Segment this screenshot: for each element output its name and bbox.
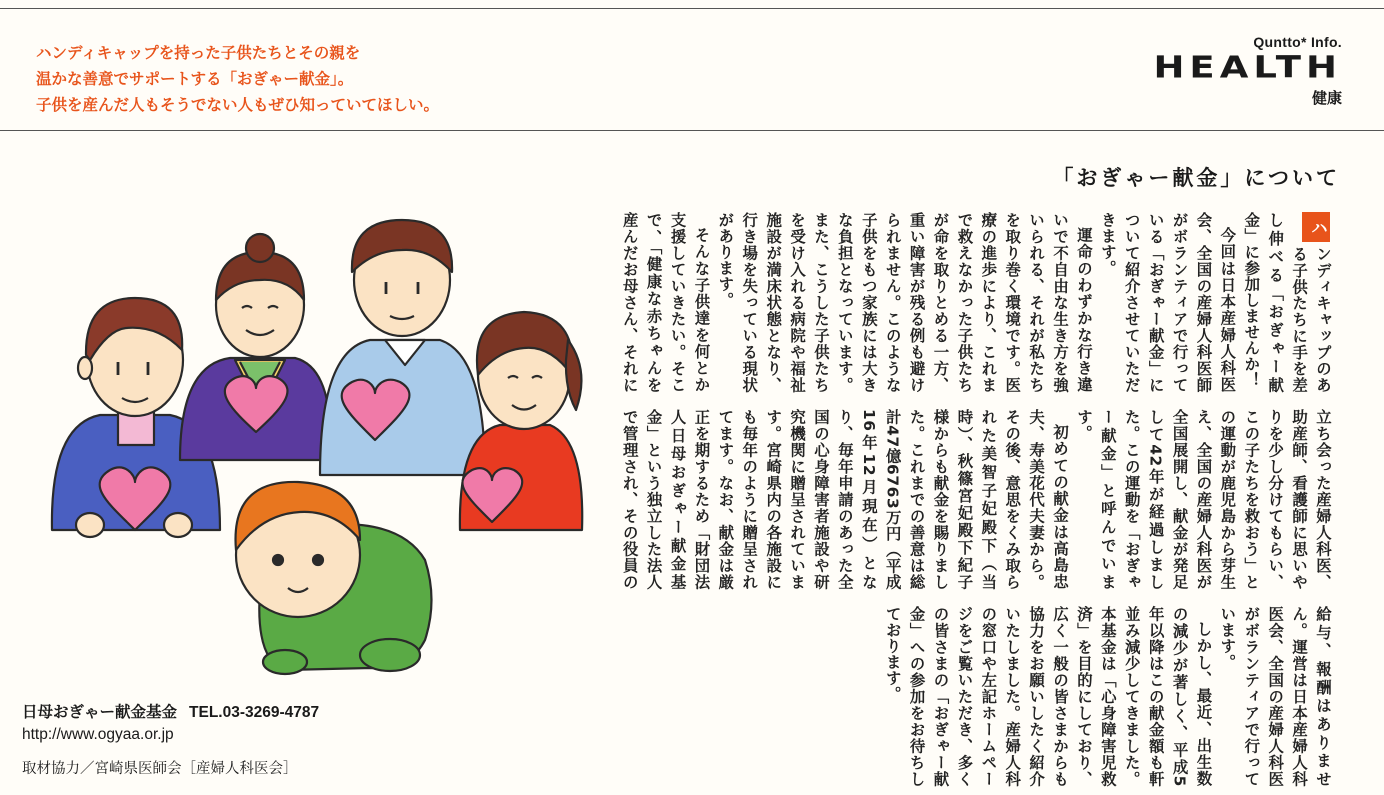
baby-green xyxy=(236,482,432,674)
org-name: 日母おぎゃー献金基金 xyxy=(22,703,178,721)
website-link[interactable]: http://www.ogyaa.or.jp xyxy=(22,726,174,743)
article-paragraph: 初めての献金は高島忠夫、寿美花代夫妻から。その後、意思をくみ取られた美智子妃殿下（当時）、秋篠宮妃殿下紀子様からも献金を賜りました。これまでの善意は総計47億6763万円（平成16年12月現在）となり、毎年申請のあった全国の心身障害者施設や研究機関に贈呈されています。宮崎県内の各施設にも毎年のように贈呈されてます。なお、献金は厳正を期するため「財団法人日母おぎゃー献金基金」という独立した法人で管理され、その役員の給与、報酬はありません。運営は日本産婦人科医会、全国の産婦人科医がボランティアで行っています。 xyxy=(620,409,1332,787)
tel-number: TEL.03-3269-4787 xyxy=(189,704,320,721)
top-rule xyxy=(0,8,1384,9)
drop-cap: ハ xyxy=(1302,212,1330,242)
article-title: 「おぎゃー献金」について xyxy=(1052,166,1340,190)
intro-line: ハンディキャップを持った子供たちとその親を xyxy=(36,44,361,62)
brand-small: Quntto* Info. xyxy=(1253,34,1342,50)
brand-jp: 健康 xyxy=(1311,89,1342,107)
man-lightblue xyxy=(320,220,485,475)
article-paragraph: 今回は日本産婦人科医会、全国の産婦人科医師がボランティアで行っている「おぎゃー献金」について紹介させていただきます。 xyxy=(1098,212,1237,393)
article-paragraph: そんな子供達を何とか支援していきたい。そこで、「健康な赤ちゃんを産んだお母さん、それに立ち会った産婦人科医、助産師、看護師に思いやりを少し分けてもらい、この子たちを救おう」との運動が鹿児島から芽生え、全国の産婦人科医が全国展開し、献金が発足して42年が経過しました。この運動を「おぎゃー献金」と呼んでいます。 xyxy=(620,212,1332,590)
section-brand xyxy=(1082,34,1342,108)
paragraph-text: ンディキャップのある子供たちに手を差し伸べる「おぎゃー献金」に参加しませんか！ xyxy=(1242,212,1332,393)
brand-title: HEALTH xyxy=(1153,49,1342,85)
intro-text xyxy=(36,40,636,118)
credit-line: 取材協力／宮崎県医師会［産婦人科医会］ xyxy=(22,761,298,777)
article-paragraph: しかし、最近、出生数の減少が著しく、平成5年以降はこの献金額も軒並み減少してきました。本基金は「心身障害児救済」を目的にしており、広く一般の皆さまからも協力をお願いしたく紹介いたしました。産婦人科の窓口や左記ホームページをご覧いただき、多くの皆さまの「おぎゃー献金」への参加をお待ちしております。 xyxy=(883,606,1213,787)
intro-line: 子供を産んだ人もそうでない人もぜひ知っていてほしい。 xyxy=(36,96,440,114)
article-body xyxy=(599,212,1334,787)
header-divider xyxy=(0,130,1384,131)
article-paragraph: 運命のわずかな行き違いで不自由な生き方を強いられる、それが私たちを取り巻く環境です。医療の進歩により、これまで救えなかった子供たちが命を取りとめる一方、重い障害が残る例も避けられません。このような子供をもつ家族には大きな負担となっています。また、こうした子供たちを受け入れる病院や福祉施設が満床状態となり、行き場を失っている現状があります。 xyxy=(716,212,1093,393)
family-illustration xyxy=(30,200,590,680)
contact-info xyxy=(22,701,582,780)
article-paragraph xyxy=(1238,212,1334,393)
intro-line: 温かな善意でサポートする「おぎゃー献金」。 xyxy=(36,70,354,88)
